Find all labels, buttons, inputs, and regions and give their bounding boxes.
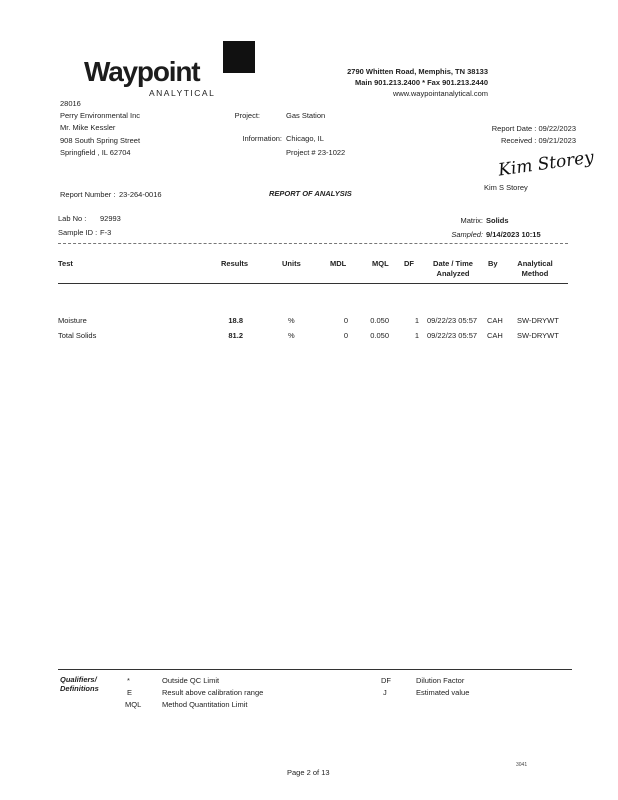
qualifier-code: MQL xyxy=(125,700,142,709)
col-header-test: Test xyxy=(58,259,73,268)
row-by: CAH xyxy=(487,316,503,325)
row-units: % xyxy=(288,331,295,340)
row-datetime: 09/22/23 05:57 xyxy=(427,316,478,325)
row-mdl: 0 xyxy=(343,331,348,340)
row-test: Total Solids xyxy=(58,331,97,340)
col-header-mql: MQL xyxy=(372,259,389,268)
footer-mark: 3041 xyxy=(516,762,528,768)
qualifier-text: Result above calibration range xyxy=(162,688,264,697)
row-mql: 0.050 xyxy=(370,331,389,340)
qualifier-code: DF xyxy=(381,676,391,685)
received-date: Received : 09/21/2023 xyxy=(500,136,576,145)
qualifier-code: * xyxy=(127,676,130,685)
lab-no-label: Lab No : xyxy=(58,214,87,223)
qualifier-text: Method Quantitation Limit xyxy=(162,700,248,709)
row-mdl: 0 xyxy=(343,316,348,325)
information-label: Information: xyxy=(242,134,282,143)
row-mql: 0.050 xyxy=(370,316,389,325)
col-header-df: DF xyxy=(404,259,414,268)
sample-divider xyxy=(58,243,568,244)
project-number: Project # 23-1022 xyxy=(286,148,346,157)
row-df: 1 xyxy=(414,331,419,340)
definitions-heading: Definitions xyxy=(60,684,99,693)
client-contact: Mr. Mike Kessler xyxy=(60,123,116,132)
lab-logo-square xyxy=(223,41,255,73)
qualifiers-heading: Qualifiers/ xyxy=(60,675,97,684)
lab-logo-tagline: ANALYTICAL xyxy=(149,88,216,98)
client-street: 908 South Spring Street xyxy=(60,136,141,145)
project-value: Gas Station xyxy=(286,111,326,120)
report-number-label: Report Number : xyxy=(60,190,116,199)
col-header-datetime: Date / Time xyxy=(433,259,473,268)
qualifier-code: J xyxy=(383,688,387,697)
row-method: SW-DRYWT xyxy=(517,331,559,340)
row-test: Moisture xyxy=(58,316,87,325)
qualifier-text: Dilution Factor xyxy=(416,676,465,685)
lab-phone-fax: Main 901.213.2400 * Fax 901.213.2440 xyxy=(354,78,488,87)
row-datetime: 09/22/23 05:57 xyxy=(427,331,478,340)
row-result: 18.8 xyxy=(228,316,243,325)
signer-name: Kim S Storey xyxy=(484,183,528,192)
matrix-value: Solids xyxy=(486,216,509,225)
col-header-method-2: Method xyxy=(521,269,549,278)
row-units: % xyxy=(288,316,295,325)
sampled-label: Sampled: xyxy=(451,230,483,239)
lab-logo-wordmark: Waypoint xyxy=(84,56,200,87)
client-company: Perry Environmental Inc xyxy=(60,111,141,120)
signature: Kim Storey xyxy=(497,147,596,181)
sampled-value: 9/14/2023 10:15 xyxy=(486,230,541,239)
row-by: CAH xyxy=(487,331,503,340)
report-number: 23-264-0016 xyxy=(119,190,162,199)
qualifier-text: Estimated value xyxy=(416,688,470,697)
client-code: 28016 xyxy=(60,99,81,108)
row-df: 1 xyxy=(414,316,419,325)
col-header-analyzed: Analyzed xyxy=(436,269,470,278)
col-header-units: Units xyxy=(282,259,301,268)
report-date: Report Date : 09/22/2023 xyxy=(491,124,576,133)
page-number: Page 2 of 13 xyxy=(287,768,330,777)
client-city: Springfield , IL 62704 xyxy=(60,148,131,157)
matrix-label: Matrix: xyxy=(460,216,483,225)
lab-address: 2790 Whitten Road, Memphis, TN 38133 xyxy=(347,67,488,76)
col-header-method: Analytical xyxy=(517,259,553,268)
table-header-rule xyxy=(58,283,568,284)
qualifier-text: Outside QC Limit xyxy=(162,676,220,685)
col-header-results: Results xyxy=(221,259,249,268)
col-header-by: By xyxy=(488,259,498,268)
sample-id-value: F-3 xyxy=(100,228,112,237)
qualifiers-top-rule xyxy=(58,669,572,670)
lab-website: www.waypointanalytical.com xyxy=(392,89,488,98)
row-result: 81.2 xyxy=(228,331,243,340)
sample-id-label: Sample ID : xyxy=(58,228,98,237)
lab-no-value: 92993 xyxy=(100,214,121,223)
report-title: REPORT OF ANALYSIS xyxy=(269,189,352,198)
col-header-mdl: MDL xyxy=(330,259,347,268)
row-method: SW-DRYWT xyxy=(517,316,559,325)
information-value: Chicago, IL xyxy=(286,134,324,143)
qualifier-code: E xyxy=(127,688,133,697)
project-label: Project: xyxy=(234,111,260,120)
